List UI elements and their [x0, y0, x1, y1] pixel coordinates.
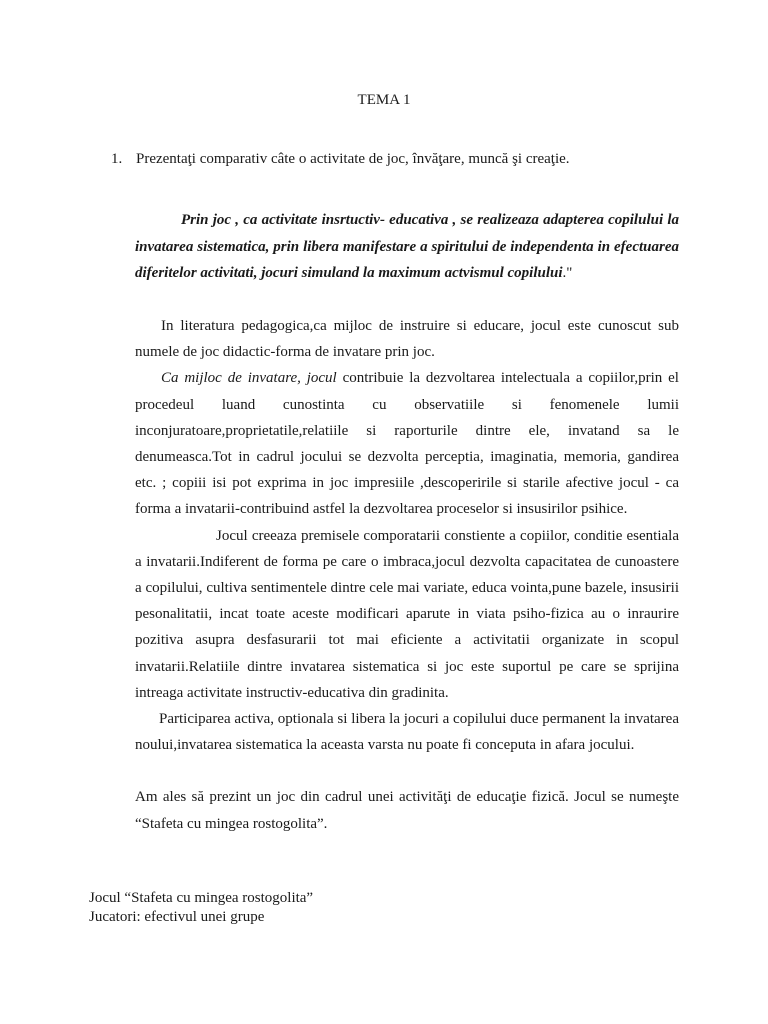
question-item [111, 151, 731, 168]
page-title: TEMA 1 [357, 92, 411, 108]
paragraph-2-rest: contribuie la dezvoltarea intelectuala a copiilor,prin el procedeul luand cunostinta cu observatiile si fenomenele lumii inconjuratoare,proprietatile,relatiile si raporturile dintre ele, invatand sa le denumeasca.Tot in cadrul jocului se dezvolta perceptia, imaginatia, memoria, gandirea etc. ; copiii isi pot exprima in joc impresiile ,descoperirile si starile afective jocul - ca forma a invatarii-contribuind astfel la dezvoltarea proceselor si insusirilor psihice. [135, 370, 679, 518]
intro-tail: ." [562, 265, 573, 281]
intro-bold-text: Prin joc , ca activitate insrtuctiv- educativa , se realizeaza adapterea copilului la invatarea sistematica, prin libera manifestare a spiritului de independenta in efectuarea diferitelor activitati, jocuri simuland la maximum actvismul copilului [135, 212, 679, 281]
paragraph-1: In literatura pedagogica,ca mijloc de instruire si educare, jocul este cunoscut sub numele de joc didactic-forma de invatare prin joc. [135, 318, 679, 361]
intro-paragraph [135, 207, 679, 287]
players-line: Jucatori: efectivul unei grupe [89, 909, 265, 925]
paragraph-2-italic: Ca mijloc de invatare, jocul [161, 370, 337, 387]
paragraph-2 [135, 365, 679, 522]
question-number: 1. [111, 151, 123, 167]
paragraph-3: Jocul creeaza premisele comporatarii constiente a copiilor, conditie esentiala a invatarii.Indiferent de forma pe care o imbraca,jocul dezvolta capacitatea de cunoastere a copilului, cultiva sentimentele dintre cele mai variate, educa vointa,pune bazele, insusirii pesonalitatii, incat toate aceste modificari aparute in viata psiho-fizica au o inraurire pozitiva asupra desfasurarii tot mai eficiente a activitatii organizate in scopul invatarii.Relatiile dintre invatarea sistematica si joc este suportul pe care se sprijina intreaga activitate instructiv-educativa din gradinita. [135, 527, 679, 701]
game-details [89, 889, 313, 927]
paragraph-5: Am ales să prezint un joc din cadrul unei activităţi de educaţie fizică. Jocul se numeşte “Stafeta cu mingea rostogolita”. [135, 789, 679, 832]
game-name-line: Jocul “Stafeta cu mingea rostogolita” [89, 890, 314, 906]
paragraph-4: Participarea activa, optionala si libera la jocuri a copilului duce permanent la invatarea noului,invatarea sistematica la aceasta varsta nu poate fi conceputa in afara jocului. [135, 711, 679, 754]
question-text: Prezentaţi comparativ câte o activitate de joc, învăţare, muncă şi creaţie. [136, 151, 570, 167]
body-text [135, 313, 679, 837]
